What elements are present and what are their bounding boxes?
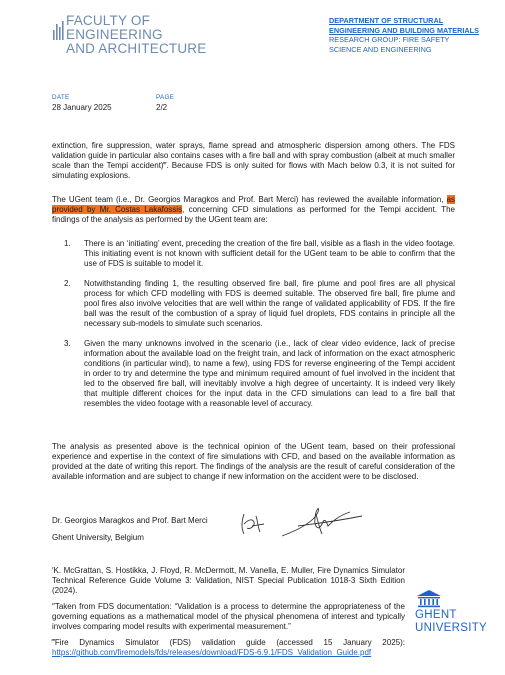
finding-number: 3. (64, 339, 71, 348)
department-block (329, 16, 499, 54)
footnote-3 (52, 638, 405, 658)
findings-list-container (52, 239, 455, 419)
page-label: PAGE (156, 94, 175, 101)
signature-2-icon (278, 504, 366, 540)
faculty-name (66, 14, 222, 56)
footnote-3-text: ‴Fire Dynamics Simulator (FDS) validation guide (accessed 15 January 2025): (52, 638, 405, 647)
paragraph-2 (52, 195, 455, 225)
faculty-logo (52, 13, 222, 56)
finding-text: Given the many unknowns involved in the scenario (i.e., lack of clear video evidence, lack of precise information about the available load on the freight train, and lack of information on the exact atmospheric conditions (in particular wind), to name a few), using FDS for reverse engineering of the Tempi accident in order to try and determine the type and minimum required amount of fuel involved in the incident that led to the observed fire ball, will inevitably involve a high degree of uncertainty. It is indeed very likely that multiple different choices for the input data in the CFD simulations can lead to a fire ball that resembles the video footage with a reasonable level of accuracy. (84, 339, 455, 408)
department-line2: ENGINEERING AND BUILDING MATERIALS (329, 25, 479, 35)
date-value: 28 January 2025 (52, 103, 112, 112)
department-line1: DEPARTMENT OF STRUCTURAL (329, 16, 444, 25)
paragraph-2-start: The UGent team (i.e., Dr. Georgios Maragkos and Prof. Bart Merci) has reviewed the available information, (52, 195, 447, 204)
page-value: 2/2 (156, 103, 168, 112)
university-building-icon (417, 590, 441, 608)
research-group-line1: RESEARCH GROUP: FIRE SAFETY (329, 35, 450, 44)
ghent-university-line1: GHENT (415, 609, 457, 621)
finding-text: Notwithstanding finding 1, the resulting observed fire ball, fire plume and pool fires are all physical process for which CFD modelling with FDS is deemed suitable. The observed fire ball, fire plume and pool fires also involve velocities that are well within the range of validated applicability of FDS. If the fire ball was the result of the combustion of a spray of liquid fuel droplets, FDS contains in principle all the necessary sub-models to simulate such scenarios. (84, 279, 455, 328)
paragraph-3: The analysis as presented above is the technical opinion of the UGent team, based on their professional experience and expertise in the context of fire simulations with CFD, and based on the available information as provided at the date of writing this report. The findings of the analysis are the result of careful consideration of the available information and are subject to change if new information on the accident were to be disclosed. (52, 442, 455, 481)
highlighted-text: as provided by Mr. Costas Lakafossis (52, 195, 455, 214)
faculty-name-line1: FACULTY OF ENGINEERING (66, 13, 163, 42)
finding-text: There is an ‘initiating’ event, preceding the creation of the fire ball, visible as a flash in the video footage. This initiating event is not known with sufficient detail for the UGent team to be able to confirm that the use of FDS is suitable to model it. (84, 239, 455, 268)
signatory-names: Dr. Georgios Maragkos and Prof. Bart Merci (52, 516, 208, 525)
validation-guide-link[interactable]: https://github.com/firemodels/fds/releases/download/FDS-6.9.1/FDS_Validation_Guide.pdf (52, 648, 372, 657)
paragraph-2-end: , concerning CFD simulations as performed for the Tempi accident. The findings of the analysis as performed by the UGent team are: (52, 205, 455, 224)
ghent-university-logo (415, 590, 495, 650)
finding-item (52, 339, 455, 409)
faculty-name-line2: AND ARCHITECTURE (66, 41, 207, 56)
finding-item (52, 279, 455, 329)
date-label: DATE (52, 94, 70, 101)
finding-number: 1. (64, 239, 71, 248)
signatory-affiliation: Ghent University, Belgium (52, 533, 144, 542)
footnote-2: ″Taken from FDS documentation: “Validation is a process to determine the appropriateness of the governing equations as a mathematical model of the physical phenomena of interest and typically involves comparing model results with experimental measurement.” (52, 602, 405, 631)
signature-1-icon (238, 510, 268, 538)
ghent-university-name (415, 609, 487, 635)
faculty-logo-bars-icon (52, 18, 66, 40)
ghent-university-line2: UNIVERSITY (415, 622, 488, 634)
footnote-1: ′K. McGrattan, S. Hostikka, J. Floyd, R. McDermott, M. Vanella, E. Muller, Fire Dynamics Simulator Technical Reference Guide Volume 3: Validation, NIST Special Publication 1018-3 Sixth Edition (2024). (52, 566, 405, 595)
finding-number: 2. (64, 279, 71, 288)
paragraph-1: extinction, fire suppression, water sprays, flame spread and atmospheric dispersion among others. The FDS validation guide in particular also contains cases with a fire ball and with spray combustion (albeit at much smaller scale than the Tempi accident)‴. Because FDS is only suited for flows with Mach below 0.3, it is not suited for simulating explosions. (52, 141, 455, 180)
findings-list (52, 239, 455, 409)
research-group-line2: SCIENCE AND ENGINEERING (329, 44, 432, 54)
finding-item (52, 239, 455, 269)
